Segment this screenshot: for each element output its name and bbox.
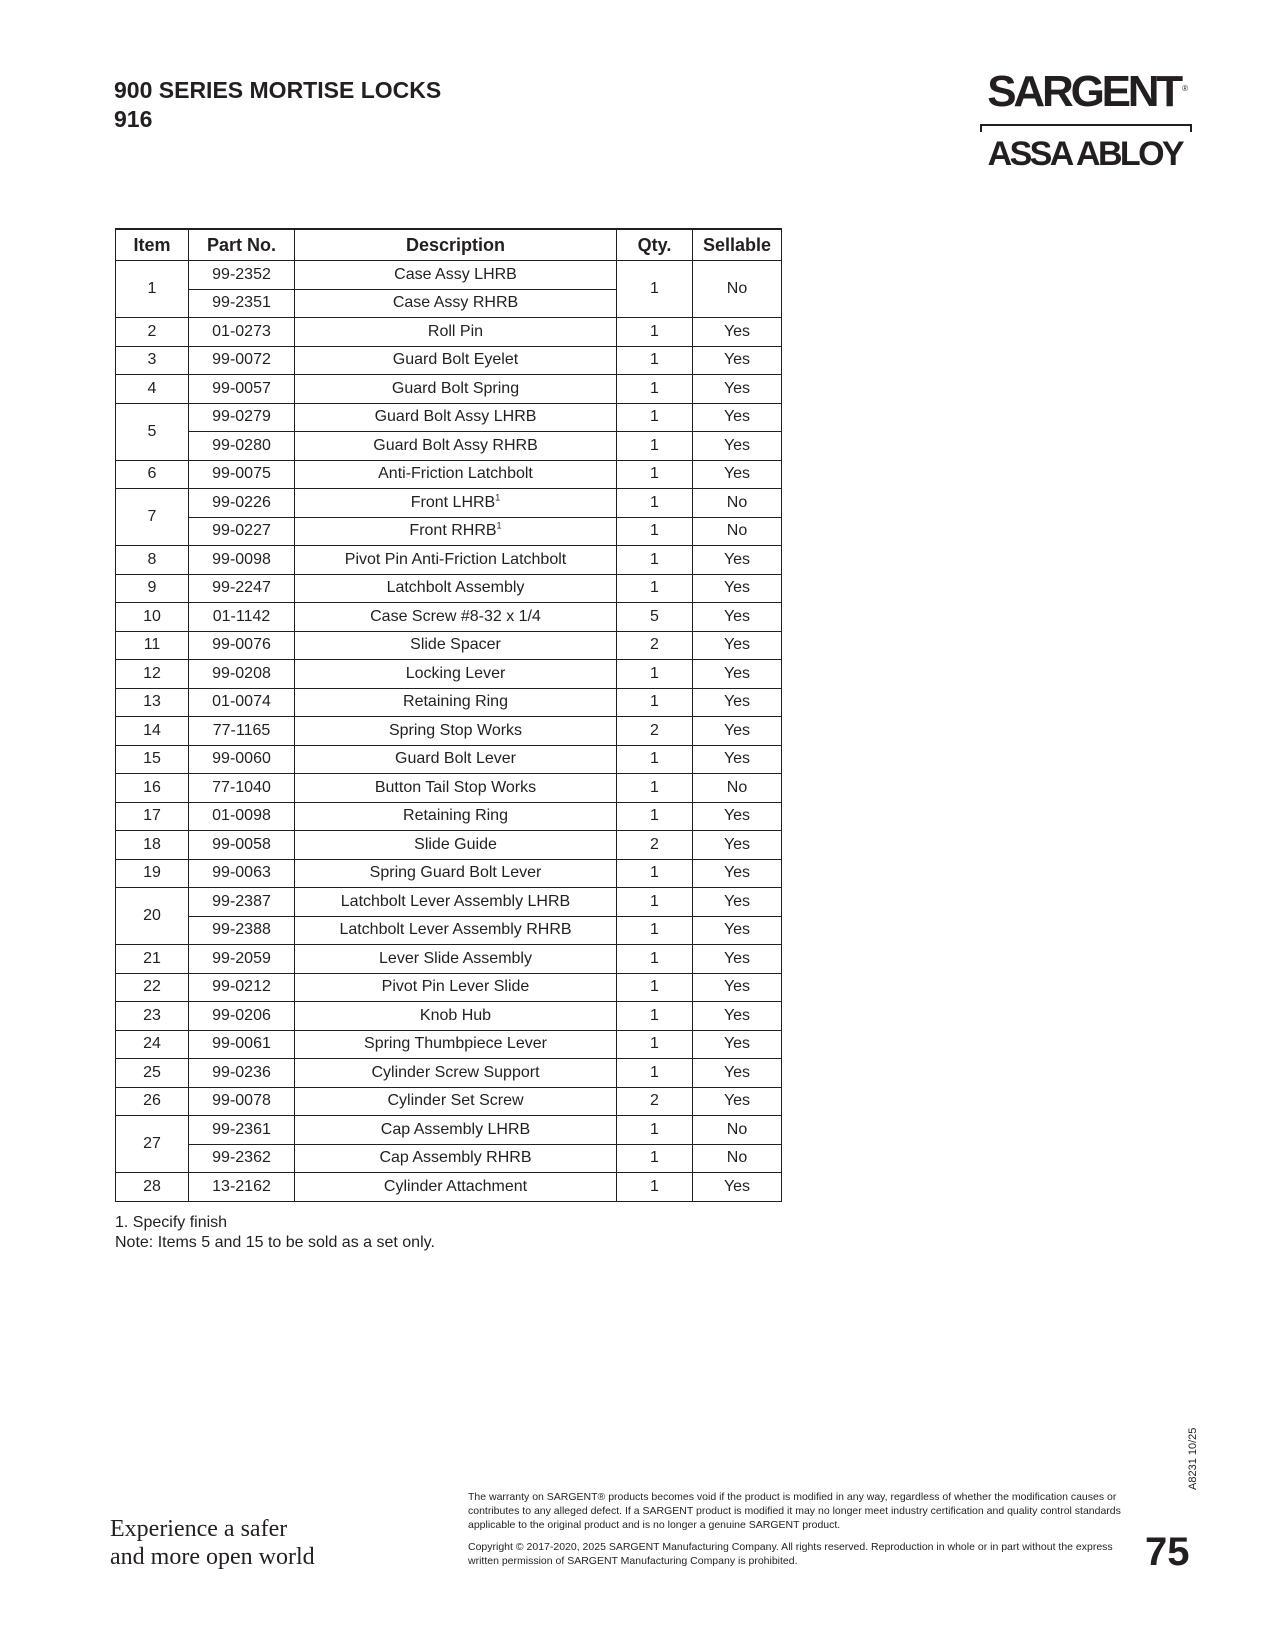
part-no-cell: 99-2362 bbox=[189, 1144, 295, 1173]
table-row bbox=[116, 574, 782, 603]
sellable-cell: Yes bbox=[693, 546, 782, 575]
table-row bbox=[116, 1002, 782, 1031]
warranty-text: The warranty on SARGENT® products becomes void if the product is modified in any way, regardless of whether the modification causes or contributes to any alleged defect. If a SARGENT product is modified it may no longer meet industry certification and quality control standards applicable to the original product and is no longer a genuine SARGENT product. bbox=[468, 1491, 1121, 1531]
item-cell: 12 bbox=[116, 660, 189, 689]
qty-cell: 1 bbox=[617, 346, 693, 375]
sellable-cell: Yes bbox=[693, 745, 782, 774]
description-cell bbox=[295, 403, 617, 432]
part-no-cell: 99-0227 bbox=[189, 517, 295, 546]
set-note: Note: Items 5 and 15 to be sold as a set only. bbox=[115, 1234, 435, 1251]
description-cell bbox=[295, 1002, 617, 1031]
description-text: Cap Assembly RHRB bbox=[379, 1149, 532, 1167]
sellable-cell: No bbox=[693, 1144, 782, 1173]
table-row bbox=[116, 660, 782, 689]
slogan bbox=[110, 1515, 315, 1571]
description-cell bbox=[295, 745, 617, 774]
description-text: Guard Bolt Assy RHRB bbox=[373, 436, 538, 454]
qty-cell: 1 bbox=[617, 318, 693, 347]
description-text: Retaining Ring bbox=[403, 693, 508, 711]
description-cell bbox=[295, 261, 617, 290]
part-no-cell: 01-1142 bbox=[189, 603, 295, 632]
description-text: Latchbolt Assembly bbox=[386, 579, 525, 597]
sellable-cell: Yes bbox=[693, 346, 782, 375]
part-no-cell: 01-0273 bbox=[189, 318, 295, 347]
sellable-cell: Yes bbox=[693, 888, 782, 917]
qty-cell: 1 bbox=[617, 888, 693, 917]
description-cell bbox=[295, 1173, 617, 1202]
sellable-cell: No bbox=[693, 261, 782, 318]
description-text: Lever Slide Assembly bbox=[379, 949, 532, 967]
qty-cell: 1 bbox=[617, 546, 693, 575]
description-text: Knob Hub bbox=[419, 1006, 492, 1024]
footnote-marker: 1 bbox=[495, 492, 501, 503]
sellable-cell: Yes bbox=[693, 1173, 782, 1202]
description-cell bbox=[295, 831, 617, 860]
item-cell: 2 bbox=[116, 318, 189, 347]
part-no-cell: 99-0075 bbox=[189, 460, 295, 489]
part-no-cell: 99-2388 bbox=[189, 916, 295, 945]
sellable-cell: No bbox=[693, 774, 782, 803]
description-text: Anti-Friction Latchbolt bbox=[378, 465, 533, 483]
item-cell: 6 bbox=[116, 460, 189, 489]
logo-registered-mark: ® bbox=[1182, 84, 1188, 93]
table-row bbox=[116, 888, 782, 917]
logo-brand: SARGENT bbox=[987, 67, 1180, 116]
description-text: Cap Assembly LHRB bbox=[380, 1120, 531, 1138]
description-text: Guard Bolt Assy LHRB bbox=[374, 408, 537, 426]
description-text: Front LHRB bbox=[410, 493, 496, 511]
description-cell bbox=[295, 660, 617, 689]
sellable-cell: No bbox=[693, 489, 782, 518]
header-qty: Qty. bbox=[617, 229, 693, 261]
part-no-cell: 99-0280 bbox=[189, 432, 295, 461]
description-text: Guard Bolt Eyelet bbox=[392, 351, 519, 369]
sellable-cell: No bbox=[693, 1116, 782, 1145]
part-no-cell: 99-0060 bbox=[189, 745, 295, 774]
description-cell bbox=[295, 517, 617, 546]
qty-cell: 1 bbox=[617, 517, 693, 546]
table-body bbox=[116, 261, 782, 1202]
item-cell: 4 bbox=[116, 375, 189, 404]
table-row bbox=[116, 375, 782, 404]
description-cell bbox=[295, 973, 617, 1002]
title-series: 900 SERIES MORTISE LOCKS bbox=[114, 77, 442, 103]
item-cell: 9 bbox=[116, 574, 189, 603]
description-cell bbox=[295, 717, 617, 746]
table-row bbox=[116, 1030, 782, 1059]
description-text: Cylinder Set Screw bbox=[387, 1092, 524, 1110]
table-row bbox=[116, 688, 782, 717]
qty-cell: 1 bbox=[617, 1116, 693, 1145]
description-text: Guard Bolt Lever bbox=[395, 750, 516, 768]
table-row bbox=[116, 261, 782, 290]
sellable-cell: Yes bbox=[693, 603, 782, 632]
item-cell: 16 bbox=[116, 774, 189, 803]
sellable-cell: Yes bbox=[693, 460, 782, 489]
sellable-cell: Yes bbox=[693, 403, 782, 432]
part-no-cell: 99-2351 bbox=[189, 289, 295, 318]
sellable-cell: Yes bbox=[693, 973, 782, 1002]
qty-cell: 2 bbox=[617, 831, 693, 860]
description-text: Front RHRB bbox=[409, 522, 497, 540]
header-item: Item bbox=[116, 229, 189, 261]
item-cell: 14 bbox=[116, 717, 189, 746]
part-no-cell: 99-2059 bbox=[189, 945, 295, 974]
description-text: Pivot Pin Lever Slide bbox=[381, 978, 530, 996]
description-cell bbox=[295, 1087, 617, 1116]
part-no-cell: 01-0074 bbox=[189, 688, 295, 717]
item-cell: 11 bbox=[116, 631, 189, 660]
description-cell bbox=[295, 802, 617, 831]
table-row bbox=[116, 1116, 782, 1145]
qty-cell: 1 bbox=[617, 1059, 693, 1088]
description-cell bbox=[295, 888, 617, 917]
qty-cell: 2 bbox=[617, 717, 693, 746]
table-row bbox=[116, 432, 782, 461]
qty-cell: 1 bbox=[617, 403, 693, 432]
page-title bbox=[114, 76, 441, 134]
item-cell: 8 bbox=[116, 546, 189, 575]
table-row bbox=[116, 603, 782, 632]
description-cell bbox=[295, 375, 617, 404]
sellable-cell: Yes bbox=[693, 1002, 782, 1031]
sellable-cell: Yes bbox=[693, 717, 782, 746]
qty-cell: 1 bbox=[617, 460, 693, 489]
item-cell: 15 bbox=[116, 745, 189, 774]
title-model: 916 bbox=[114, 106, 153, 132]
part-no-cell: 99-2352 bbox=[189, 261, 295, 290]
item-cell: 21 bbox=[116, 945, 189, 974]
part-no-cell: 99-2387 bbox=[189, 888, 295, 917]
item-cell: 7 bbox=[116, 489, 189, 546]
description-text: Spring Thumbpiece Lever bbox=[364, 1035, 547, 1053]
description-cell bbox=[295, 460, 617, 489]
part-no-cell: 01-0098 bbox=[189, 802, 295, 831]
part-no-cell: 99-0072 bbox=[189, 346, 295, 375]
item-cell: 18 bbox=[116, 831, 189, 860]
part-no-cell: 99-0212 bbox=[189, 973, 295, 1002]
sellable-cell: Yes bbox=[693, 318, 782, 347]
description-cell bbox=[295, 1144, 617, 1173]
qty-cell: 1 bbox=[617, 745, 693, 774]
qty-cell: 1 bbox=[617, 489, 693, 518]
qty-cell: 1 bbox=[617, 432, 693, 461]
description-cell bbox=[295, 289, 617, 318]
sellable-cell: Yes bbox=[693, 802, 782, 831]
item-cell: 25 bbox=[116, 1059, 189, 1088]
header-description: Description bbox=[295, 229, 617, 261]
sellable-cell: Yes bbox=[693, 1059, 782, 1088]
table-row bbox=[116, 859, 782, 888]
qty-cell: 2 bbox=[617, 631, 693, 660]
part-no-cell: 99-2247 bbox=[189, 574, 295, 603]
item-cell: 22 bbox=[116, 973, 189, 1002]
table-row bbox=[116, 1087, 782, 1116]
sellable-cell: Yes bbox=[693, 574, 782, 603]
qty-cell: 2 bbox=[617, 1087, 693, 1116]
qty-cell: 1 bbox=[617, 973, 693, 1002]
description-text: Case Assy LHRB bbox=[394, 265, 517, 283]
sellable-cell: Yes bbox=[693, 688, 782, 717]
description-cell bbox=[295, 574, 617, 603]
description-cell bbox=[295, 1059, 617, 1088]
description-cell bbox=[295, 346, 617, 375]
part-no-cell: 77-1165 bbox=[189, 717, 295, 746]
part-no-cell: 13-2162 bbox=[189, 1173, 295, 1202]
sellable-cell: Yes bbox=[693, 859, 782, 888]
description-cell bbox=[295, 859, 617, 888]
table-row bbox=[116, 916, 782, 945]
description-cell bbox=[295, 1030, 617, 1059]
description-text: Retaining Ring bbox=[403, 807, 508, 825]
description-cell bbox=[295, 432, 617, 461]
item-cell: 26 bbox=[116, 1087, 189, 1116]
table-row bbox=[116, 318, 782, 347]
qty-cell: 1 bbox=[617, 574, 693, 603]
description-text: Slide Spacer bbox=[410, 636, 501, 654]
qty-cell: 1 bbox=[617, 261, 693, 318]
table-row bbox=[116, 802, 782, 831]
description-text: Roll Pin bbox=[427, 322, 484, 340]
table-row bbox=[116, 403, 782, 432]
part-no-cell: 99-0226 bbox=[189, 489, 295, 518]
table-row bbox=[116, 831, 782, 860]
sellable-cell: Yes bbox=[693, 660, 782, 689]
qty-cell: 1 bbox=[617, 660, 693, 689]
sellable-cell: Yes bbox=[693, 1087, 782, 1116]
header-sellable: Sellable bbox=[693, 229, 782, 261]
slogan-line1: Experience a safer bbox=[110, 1516, 288, 1542]
qty-cell: 1 bbox=[617, 1173, 693, 1202]
logo-bracket bbox=[980, 124, 1192, 132]
description-cell bbox=[295, 945, 617, 974]
description-cell bbox=[295, 916, 617, 945]
part-no-cell: 99-2361 bbox=[189, 1116, 295, 1145]
description-text: Spring Guard Bolt Lever bbox=[369, 864, 542, 882]
part-no-cell: 99-0279 bbox=[189, 403, 295, 432]
sellable-cell: No bbox=[693, 517, 782, 546]
description-text: Locking Lever bbox=[405, 664, 506, 682]
sellable-cell: Yes bbox=[693, 631, 782, 660]
description-text: Pivot Pin Anti-Friction Latchbolt bbox=[344, 550, 567, 568]
table-row bbox=[116, 631, 782, 660]
description-cell bbox=[295, 489, 617, 518]
parts-table bbox=[115, 228, 782, 1202]
sargent-assa-abloy-logo bbox=[980, 68, 1192, 174]
table-row bbox=[116, 973, 782, 1002]
description-cell bbox=[295, 1116, 617, 1145]
description-cell bbox=[295, 546, 617, 575]
table-header-row bbox=[116, 229, 782, 261]
qty-cell: 1 bbox=[617, 1002, 693, 1031]
qty-cell: 1 bbox=[617, 1144, 693, 1173]
part-no-cell: 99-0078 bbox=[189, 1087, 295, 1116]
part-no-cell: 99-0208 bbox=[189, 660, 295, 689]
description-text: Latchbolt Lever Assembly LHRB bbox=[340, 892, 571, 910]
table-row bbox=[116, 745, 782, 774]
sellable-cell: Yes bbox=[693, 375, 782, 404]
page-number: 75 bbox=[1145, 1530, 1190, 1574]
sellable-cell: Yes bbox=[693, 831, 782, 860]
table-row bbox=[116, 774, 782, 803]
table-row bbox=[116, 1059, 782, 1088]
qty-cell: 1 bbox=[617, 375, 693, 404]
item-cell: 20 bbox=[116, 888, 189, 945]
qty-cell: 5 bbox=[617, 603, 693, 632]
document-code: A8231 10/25 bbox=[1187, 1427, 1199, 1490]
description-text: Slide Guide bbox=[414, 835, 497, 853]
description-text: Spring Stop Works bbox=[388, 721, 523, 739]
description-cell bbox=[295, 774, 617, 803]
item-cell: 19 bbox=[116, 859, 189, 888]
item-cell: 13 bbox=[116, 688, 189, 717]
description-text: Case Assy RHRB bbox=[392, 294, 519, 312]
description-cell bbox=[295, 603, 617, 632]
description-cell bbox=[295, 318, 617, 347]
part-no-cell: 77-1040 bbox=[189, 774, 295, 803]
description-text: Cylinder Screw Support bbox=[371, 1063, 540, 1081]
qty-cell: 1 bbox=[617, 774, 693, 803]
qty-cell: 1 bbox=[617, 688, 693, 717]
copyright-text: Copyright © 2017-2020, 2025 SARGENT Manufacturing Company. All rights reserved. Reproduction in whole or in part without the express written permission of SARGENT Manufacturing Company is prohibited. bbox=[468, 1541, 1113, 1567]
description-text: Cylinder Attachment bbox=[383, 1177, 528, 1195]
slogan-line2: and more open world bbox=[110, 1544, 315, 1570]
table-row bbox=[116, 1173, 782, 1202]
table-row bbox=[116, 489, 782, 518]
table-row bbox=[116, 517, 782, 546]
item-cell: 1 bbox=[116, 261, 189, 318]
sellable-cell: Yes bbox=[693, 1030, 782, 1059]
part-no-cell: 99-0236 bbox=[189, 1059, 295, 1088]
part-no-cell: 99-0057 bbox=[189, 375, 295, 404]
qty-cell: 1 bbox=[617, 859, 693, 888]
item-cell: 3 bbox=[116, 346, 189, 375]
part-no-cell: 99-0076 bbox=[189, 631, 295, 660]
item-cell: 23 bbox=[116, 1002, 189, 1031]
sellable-cell: Yes bbox=[693, 916, 782, 945]
description-text: Latchbolt Lever Assembly RHRB bbox=[339, 921, 572, 939]
qty-cell: 1 bbox=[617, 945, 693, 974]
table-row bbox=[116, 346, 782, 375]
item-cell: 28 bbox=[116, 1173, 189, 1202]
qty-cell: 1 bbox=[617, 1030, 693, 1059]
header-part-no: Part No. bbox=[189, 229, 295, 261]
qty-cell: 1 bbox=[617, 802, 693, 831]
item-cell: 5 bbox=[116, 403, 189, 460]
sellable-cell: Yes bbox=[693, 945, 782, 974]
description-cell bbox=[295, 688, 617, 717]
table-row bbox=[116, 1144, 782, 1173]
description-cell bbox=[295, 631, 617, 660]
item-cell: 27 bbox=[116, 1116, 189, 1173]
table-row bbox=[116, 717, 782, 746]
table-notes bbox=[115, 1213, 435, 1253]
part-no-cell: 99-0058 bbox=[189, 831, 295, 860]
part-no-cell: 99-0098 bbox=[189, 546, 295, 575]
item-cell: 24 bbox=[116, 1030, 189, 1059]
footnote: 1. Specify finish bbox=[115, 1214, 228, 1231]
qty-cell: 1 bbox=[617, 916, 693, 945]
item-cell: 10 bbox=[116, 603, 189, 632]
description-text: Guard Bolt Spring bbox=[391, 379, 520, 397]
description-text: Case Screw #8-32 x 1/4 bbox=[370, 607, 541, 625]
part-no-cell: 99-0061 bbox=[189, 1030, 295, 1059]
table-row bbox=[116, 460, 782, 489]
part-no-cell: 99-0206 bbox=[189, 1002, 295, 1031]
table-row bbox=[116, 546, 782, 575]
description-text: Button Tail Stop Works bbox=[374, 778, 537, 796]
sellable-cell: Yes bbox=[693, 432, 782, 461]
footnote-marker: 1 bbox=[496, 520, 502, 531]
item-cell: 17 bbox=[116, 802, 189, 831]
part-no-cell: 99-0063 bbox=[189, 859, 295, 888]
logo-sub: ASSA ABLOY bbox=[987, 135, 1182, 173]
table-row bbox=[116, 945, 782, 974]
